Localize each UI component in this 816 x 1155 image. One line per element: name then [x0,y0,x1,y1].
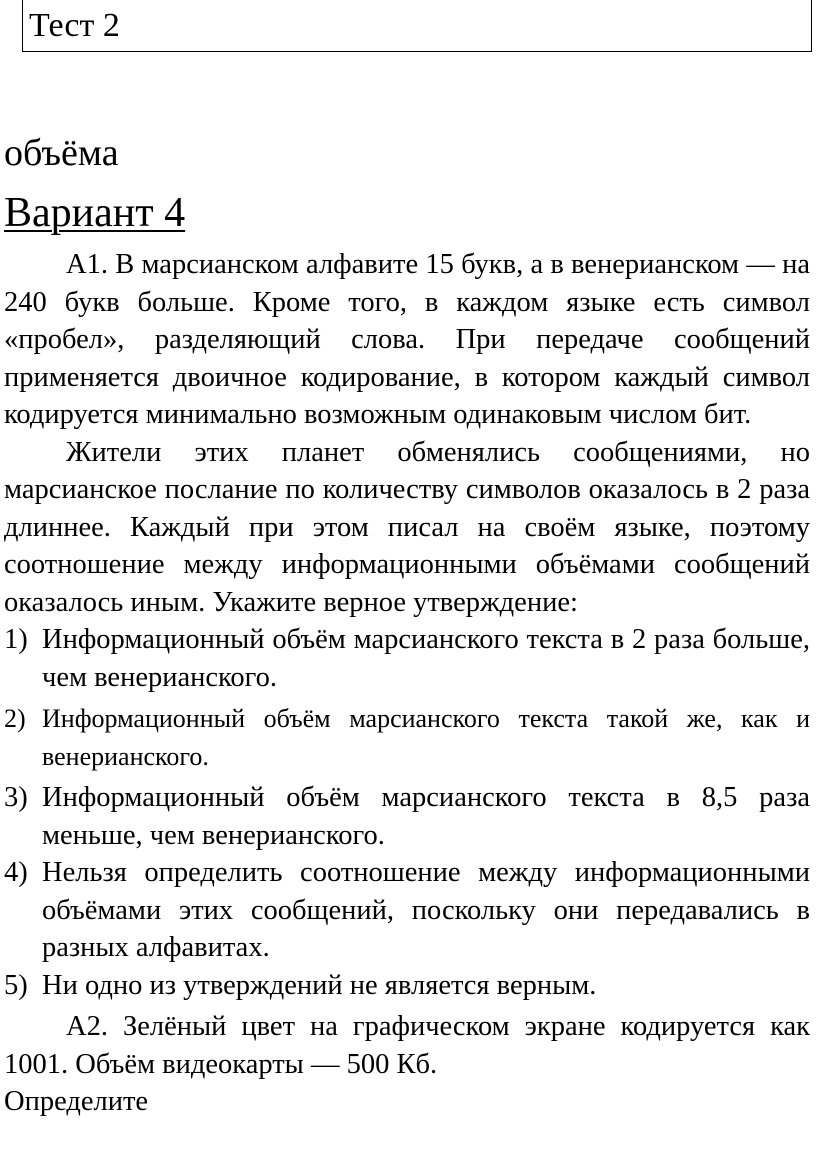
option-text: Информационный объём марсианского текста в 8,5 раза меньше, чем венерианского. [42,782,810,851]
option-number: 5) [4,969,28,1001]
question-a2-continuation: Определите [4,1086,149,1117]
option-number: 4) [4,857,28,888]
topic-heading: объёма [4,132,119,174]
option-number: 2) [4,704,26,733]
question-content [4,246,810,1121]
question-a1-paragraph-2: Жители этих планет обменялись сообщениями, но марсианское послание по количеству символов оказалось в 2 раза длиннее. Каждый при этом писал на своём языке, поэтому соотношение между информационными объёмами сообщений оказалось иным. Укажите верное утверждение: [4,436,810,618]
question-a2-paragraph: А2. Зелёный цвет на графическом экране кодируется как 1001. Объём видеокарты — 500 Кб. [4,1011,810,1080]
answer-option-4 [4,854,810,967]
answer-option-5 [4,967,810,1005]
test-title: Тест 2 [29,7,120,44]
answer-option-1 [4,621,810,696]
option-number: 3) [4,782,28,813]
question-a1-paragraph-1: А1. В марсианском алфавите 15 букв, а в венерианском — на 240 букв больше. Кроме того, в каждом языке есть символ «пробел», разделяющий слова. При передаче сообщений применяется двоичное кодирование, в котором каждый символ кодируется минимально возможным одинаковым числом бит. [4,249,810,430]
option-text: Ни одно из утверждений не является верным. [42,969,597,1001]
option-text: Информационный объём марсианского текста такой же, как и венерианского. [42,704,810,771]
answer-option-3 [4,779,810,854]
option-text: Нельзя определить соотношение между информационными объёмами этих сообщений, поскольку они передавались в разных алфавитах. [42,857,810,963]
variant-heading: Вариант 4 [4,190,186,236]
answer-option-2 [4,700,810,775]
option-number: 1) [4,624,28,655]
header-box [22,0,812,52]
option-text: Информационный объём марсианского текста в 2 раза больше, чем венерианского. [42,624,810,693]
